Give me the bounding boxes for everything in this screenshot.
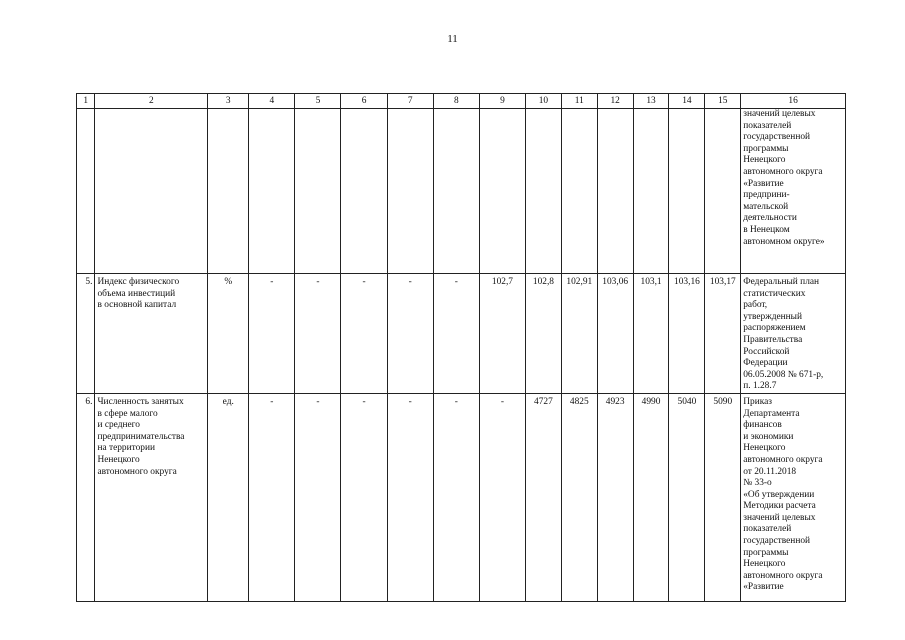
column-header: 16 xyxy=(741,94,846,109)
column-header: 4 xyxy=(249,94,295,109)
value-cell: 103,1 xyxy=(633,274,669,394)
column-header: 2 xyxy=(95,94,208,109)
source-note: Федеральный план статистических работ, утвержденный распоряжением Правительства Российской Федерации 06.05.2008 № 671-р, п. 1.28.7 xyxy=(741,274,846,394)
table-cell xyxy=(633,109,669,274)
table-cell xyxy=(208,109,249,274)
table-cell xyxy=(561,109,597,274)
value-cell: 4727 xyxy=(525,393,561,601)
row-number: 6. xyxy=(77,393,95,601)
column-header: 12 xyxy=(597,94,633,109)
value-cell: - xyxy=(295,393,341,601)
value-cell: - xyxy=(295,274,341,394)
table-cell xyxy=(387,109,433,274)
table-cell xyxy=(95,109,208,274)
table-row xyxy=(77,393,846,601)
table-cell xyxy=(597,109,633,274)
table-header-row xyxy=(77,94,846,109)
value-cell: - xyxy=(341,274,387,394)
table-cell xyxy=(341,109,387,274)
table-cell xyxy=(479,109,525,274)
value-cell: 103,17 xyxy=(705,274,741,394)
page-number: 11 xyxy=(447,33,458,45)
source-note: Приказ Департамента финансов и экономики Ненецкого автономного округа от 20.11.2018 № 33-о «Об утверждении Методики расчета значений целевых показателей государственной программы Ненецкого автономного округа «Развитие xyxy=(741,393,846,601)
value-cell: - xyxy=(341,393,387,601)
value-cell: 4825 xyxy=(561,393,597,601)
table-cell xyxy=(433,109,479,274)
column-header: 7 xyxy=(387,94,433,109)
value-cell: - xyxy=(249,274,295,394)
indicator-name: Численность занятых в сфере малого и среднего предпринимательства на территории Ненецкого автономного округа xyxy=(95,393,208,601)
column-header: 10 xyxy=(525,94,561,109)
value-cell: - xyxy=(387,393,433,601)
table-row xyxy=(77,274,846,394)
unit-cell: ед. xyxy=(208,393,249,601)
value-cell: 103,16 xyxy=(669,274,705,394)
value-cell: - xyxy=(433,393,479,601)
value-cell: 102,91 xyxy=(561,274,597,394)
value-cell: 5090 xyxy=(705,393,741,601)
indicators-table xyxy=(76,93,846,602)
table-row-continuation xyxy=(77,109,846,274)
table-cell xyxy=(669,109,705,274)
unit-cell: % xyxy=(208,274,249,394)
table-cell xyxy=(295,109,341,274)
value-cell: 102,7 xyxy=(479,274,525,394)
table-cell xyxy=(249,109,295,274)
value-cell: 102,8 xyxy=(525,274,561,394)
column-header: 5 xyxy=(295,94,341,109)
column-header: 14 xyxy=(669,94,705,109)
value-cell: 4990 xyxy=(633,393,669,601)
column-header: 9 xyxy=(479,94,525,109)
row-number: 5. xyxy=(77,274,95,394)
column-header: 13 xyxy=(633,94,669,109)
value-cell: - xyxy=(387,274,433,394)
value-cell: 4923 xyxy=(597,393,633,601)
column-header: 8 xyxy=(433,94,479,109)
column-header: 3 xyxy=(208,94,249,109)
value-cell: - xyxy=(479,393,525,601)
column-header: 11 xyxy=(561,94,597,109)
column-header: 15 xyxy=(705,94,741,109)
table-cell xyxy=(525,109,561,274)
value-cell: - xyxy=(249,393,295,601)
value-cell: 5040 xyxy=(669,393,705,601)
column-header: 6 xyxy=(341,94,387,109)
column-header: 1 xyxy=(77,94,95,109)
source-note: значений целевых показателей государственной программы Ненецкого автономного округа «Развитие предприни- мательской деятельности в Ненецком автономном округе» xyxy=(741,109,846,274)
value-cell: 103,06 xyxy=(597,274,633,394)
table-cell xyxy=(77,109,95,274)
indicator-name: Индекс физического объема инвестиций в основной капитал xyxy=(95,274,208,394)
table-cell xyxy=(705,109,741,274)
value-cell: - xyxy=(433,274,479,394)
